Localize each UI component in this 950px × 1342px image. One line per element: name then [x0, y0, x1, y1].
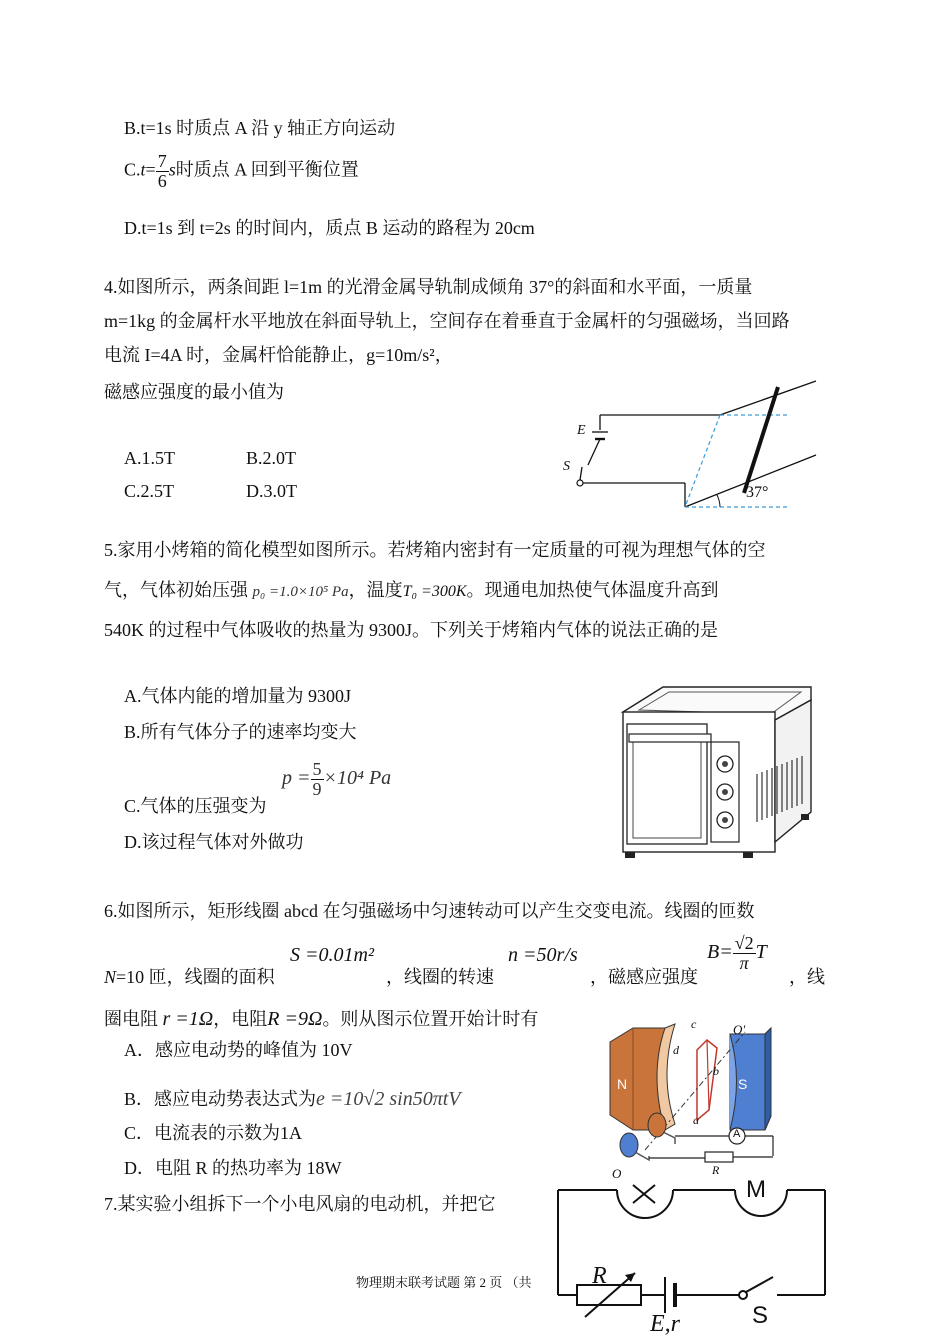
q5-option-c-formula: p = $\frac{5}{9}$ ×10⁴ Pa	[282, 759, 392, 799]
q6-fig-resistor-label: R	[712, 1163, 720, 1177]
q7-fig-source-label: E,r	[650, 1311, 680, 1337]
q6-generator-figure	[605, 1020, 820, 1180]
q4-stem-line4: 磁感应强度的最小值为	[104, 382, 284, 402]
q4-fig-angle-label: 37°	[746, 484, 769, 501]
q6-option-d: D．电阻 R 的热功率为 18W	[124, 1158, 342, 1178]
q6-speed-formula: n =50r/s	[508, 944, 578, 966]
q6-option-c: C．电流表的示数为1A	[124, 1123, 303, 1143]
q4-rail-figure	[560, 375, 820, 515]
q7-stem-line1: 7.某实验小组拆下一个小电风扇的电动机，并把它	[104, 1194, 496, 1214]
q4-option-c: C.2.5T	[124, 481, 175, 501]
q6-fig-axis-bottom-label: O	[612, 1166, 622, 1181]
page-footer: 物理期末联考试题 第 2 页 （共	[356, 1275, 532, 1290]
q6-stem-line3: 圈电阻 r =1Ω，电阻R =9Ω。则从图示位置开始计时有	[104, 1008, 539, 1030]
q6-fig-label-d: d	[673, 1043, 679, 1057]
q7-fig-rheostat-label: R	[592, 1263, 607, 1289]
q6-fig-ammeter-label: A	[733, 1128, 741, 1140]
q6-stem-line2-b: ，线圈的转速	[386, 967, 494, 987]
q6-field-formula: B= $\frac{√2}{\pi}$ T	[707, 933, 767, 973]
q5-stem-line1: 5.家用小烤箱的简化模型如图所示。若烤箱内密封有一定质量的可视为理想气体的空	[104, 540, 766, 560]
q6-fig-axis-top-label: O′	[733, 1022, 746, 1037]
q7-fig-switch-label: S	[752, 1302, 769, 1329]
q4-stem-line1: 4.如图所示，两条间距 l=1m 的光滑金属导轨制成倾角 37°的斜面和水平面，一质量	[104, 277, 753, 297]
q5-option-c-label: C.气体的压强变为	[124, 796, 267, 816]
q4-option-d: D.3.0T	[246, 481, 297, 501]
q6-fig-south-label: S	[738, 1076, 748, 1092]
q5-option-d: D.该过程气体对外做功	[124, 832, 304, 852]
q6-stem-line2: N=10 匝，线圈的面积	[104, 967, 275, 987]
q6-stem-line2-d: ，线	[789, 967, 825, 987]
q5-option-a: A.气体内能的增加量为 9300J	[124, 686, 352, 706]
q3-option-c: C.t= $\frac{7}{6}$ s时质点 A 回到平衡位置	[124, 151, 359, 191]
q4-fig-switch-label: S	[563, 459, 570, 474]
q4-stem-line2: m=1kg 的金属杆水平地放在斜面导轨上，空间存在着垂直于金属杆的匀强磁场，当回路	[104, 311, 790, 331]
q4-stem-line3: 电流 I=4A 时，金属杆恰能静止，g=10m/s²，	[104, 345, 453, 365]
q6-option-a: A．感应电动势的峰值为 10V	[124, 1040, 353, 1060]
q7-fig-motor-label: M	[746, 1176, 766, 1203]
q4-option-a: A.1.5T	[124, 448, 175, 468]
q3-option-d: D.t=1s 到 t=2s 的时间内，质点 B 运动的路程为 20cm	[124, 218, 535, 238]
q4-option-b: B.2.0T	[246, 448, 297, 468]
q3-option-b: B.t=1s 时质点 A 沿 y 轴正方向运动	[124, 118, 396, 138]
q6-stem-line1: 6.如图所示，矩形线圈 abcd 在匀强磁场中匀速转动可以产生交变电流。线圈的匝数	[104, 901, 755, 921]
q6-option-b: B．感应电动势表达式为e =10√2 sin50πtV	[124, 1088, 461, 1110]
q6-fig-label-a: a	[693, 1113, 699, 1127]
q6-fig-label-c: c	[691, 1017, 697, 1031]
q7-circuit-figure	[555, 1185, 830, 1335]
q5-oven-illustration	[615, 682, 815, 862]
q5-option-b: B.所有气体分子的速率均变大	[124, 722, 357, 742]
q6-stem-line2-c: ，磁感应强度	[590, 967, 698, 987]
q6-fig-north-label: N	[617, 1076, 628, 1092]
q4-fig-battery-label: E	[577, 423, 586, 438]
q5-stem-line2: 气，气体初始压强 p₀ =1.0×10⁵ Pa，温度T₀ =300K。现通电加热使气体温度升高到	[104, 580, 719, 600]
q6-area-formula: S =0.01m²	[290, 944, 374, 966]
q5-stem-line3: 540K 的过程中气体吸收的热量为 9300J。下列关于烤箱内气体的说法正确的是	[104, 620, 719, 640]
q6-fig-label-b: b	[713, 1064, 719, 1078]
